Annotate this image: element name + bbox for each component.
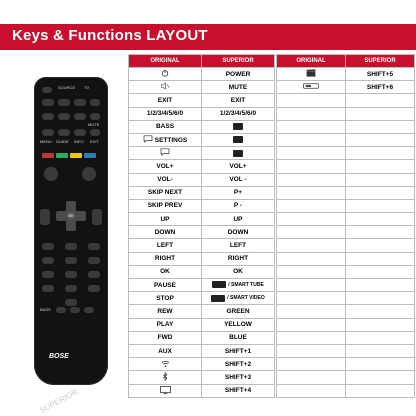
remote-label: GUIDE — [56, 139, 69, 144]
original-key-cell — [277, 173, 346, 186]
superior-key-cell — [346, 120, 415, 133]
table-row-empty — [277, 120, 415, 133]
superior-key-cell — [346, 173, 415, 186]
superior-key-cell: VOL - — [202, 173, 275, 186]
table-row — [129, 239, 275, 252]
remote-label: SOURCE — [58, 85, 76, 90]
remote-label: BASS — [40, 307, 51, 312]
yellow-key-graphic — [70, 153, 82, 158]
superior-key-cell — [346, 384, 415, 397]
remote-label: EXIT — [90, 139, 99, 144]
original-key-cell — [277, 279, 346, 292]
superior-key-cell: BLUE — [202, 331, 275, 344]
original-key-cell: UP — [129, 213, 202, 226]
button-graphic — [88, 271, 100, 278]
button-graphic — [58, 113, 70, 120]
original-key-cell: SKIP NEXT — [129, 186, 202, 199]
table-row — [129, 331, 275, 344]
superior-key-cell: SHIFT+6 — [346, 81, 415, 94]
table-row-empty — [277, 239, 415, 252]
table-row — [129, 186, 275, 199]
button-graphic — [65, 299, 77, 306]
table-row-empty — [277, 199, 415, 212]
button-graphic — [65, 257, 77, 264]
column-header-superior: SUPERIOR — [202, 55, 275, 68]
superior-key-cell — [202, 133, 275, 146]
watermark: SUPERIOR — [38, 387, 80, 415]
table-row — [129, 252, 275, 265]
superior-key-cell — [346, 147, 415, 160]
superior-key-cell: EXIT — [202, 94, 275, 107]
button-graphic — [74, 113, 86, 120]
original-key-cell: SKIP PREV — [129, 199, 202, 212]
button-graphic — [42, 99, 54, 106]
remote-label: TV — [84, 85, 90, 90]
button-graphic — [90, 113, 100, 120]
page-title: Keys & Functions LAYOUT — [12, 27, 208, 44]
original-key-cell — [277, 384, 346, 397]
original-key-cell — [129, 81, 202, 94]
table-row — [129, 318, 275, 331]
wifi-icon — [161, 359, 170, 370]
button-graphic — [65, 285, 77, 292]
header-banner — [0, 24, 416, 50]
remote-label: INFO — [74, 139, 84, 144]
button-graphic — [58, 129, 70, 136]
original-key-cell: BASS — [129, 120, 202, 133]
superior-key-cell — [346, 226, 415, 239]
table-row — [129, 358, 275, 371]
speech-bubble-icon — [160, 148, 170, 158]
green-key-graphic — [56, 153, 68, 158]
superior-key-cell — [346, 133, 415, 146]
button-graphic — [90, 129, 100, 136]
original-key-cell — [277, 344, 346, 357]
button-graphic — [84, 307, 94, 313]
table-row — [129, 305, 275, 318]
original-key-cell — [277, 120, 346, 133]
button-graphic — [74, 129, 86, 136]
table-row — [129, 120, 275, 133]
superior-key-cell: SHIFT+1 — [202, 344, 275, 357]
table-row-empty — [277, 371, 415, 384]
speech-bubble-icon — [143, 135, 153, 145]
original-key-cell — [129, 358, 202, 371]
mute-icon — [161, 82, 170, 92]
superior-key-cell: POWER — [202, 68, 275, 81]
button-graphic — [58, 99, 70, 106]
superior-key-cell: GREEN — [202, 305, 275, 318]
power-icon — [161, 69, 169, 79]
original-key-cell: 1/2/3/4/5/6/0 — [129, 107, 202, 120]
button-graphic — [42, 285, 54, 292]
original-key-cell — [277, 81, 346, 94]
key-icon — [212, 281, 226, 288]
table-row — [129, 371, 275, 384]
button-graphic — [42, 113, 54, 120]
table-header-row — [129, 55, 275, 68]
column-header-superior: SUPERIOR — [346, 55, 415, 68]
original-key-cell — [277, 186, 346, 199]
button-graphic — [74, 99, 86, 106]
table-row-empty — [277, 305, 415, 318]
key-icon — [233, 123, 243, 130]
power-button-graphic — [42, 87, 52, 93]
table-row — [129, 292, 275, 305]
button-graphic — [56, 307, 66, 313]
key-icon — [211, 295, 225, 302]
original-key-cell — [277, 94, 346, 107]
button-graphic — [42, 257, 54, 264]
original-key-cell — [277, 371, 346, 384]
original-key-cell: FWD — [129, 331, 202, 344]
table-row-empty — [277, 292, 415, 305]
remote-icon — [303, 83, 319, 91]
superior-key-cell — [202, 120, 275, 133]
superior-key-cell: SHIFT+4 — [202, 384, 275, 397]
table-row-empty — [277, 331, 415, 344]
original-key-cell — [277, 226, 346, 239]
original-key-cell: RIGHT — [129, 252, 202, 265]
superior-key-cell: VOL+ — [202, 160, 275, 173]
superior-key-cell — [346, 252, 415, 265]
original-key-cell — [277, 239, 346, 252]
superior-key-cell: P - — [202, 199, 275, 212]
table-row-empty — [277, 358, 415, 371]
table-row — [277, 81, 415, 94]
table-row — [129, 81, 275, 94]
superior-key-cell — [346, 160, 415, 173]
button-graphic — [40, 209, 50, 225]
superior-key-cell: 1/2/3/4/5/6/0 — [202, 107, 275, 120]
superior-key-cell: UP — [202, 213, 275, 226]
original-key-cell: PAUSE — [129, 279, 202, 292]
table-row — [129, 279, 275, 292]
original-key-cell: DOWN — [129, 226, 202, 239]
table-row — [129, 199, 275, 212]
key-icon — [233, 136, 243, 143]
original-key-cell — [277, 213, 346, 226]
table-row-empty — [277, 213, 415, 226]
button-graphic — [92, 209, 102, 225]
table-row-empty — [277, 186, 415, 199]
superior-key-cell — [346, 292, 415, 305]
original-key-cell: VOL+ — [129, 160, 202, 173]
table-row-empty — [277, 252, 415, 265]
original-key-cell — [129, 147, 202, 160]
column-header-original: ORIGINAL — [129, 55, 202, 68]
superior-key-cell — [346, 331, 415, 344]
table-row — [129, 94, 275, 107]
table-row-empty — [277, 133, 415, 146]
table-row-empty — [277, 279, 415, 292]
superior-key-cell: YELLOW — [202, 318, 275, 331]
cell-text: / SMART VIDEO — [227, 295, 265, 302]
superior-key-cell — [346, 279, 415, 292]
superior-key-cell: SHIFT+3 — [202, 371, 275, 384]
button-graphic — [88, 243, 100, 250]
tv-icon — [160, 386, 171, 396]
superior-key-cell — [346, 199, 415, 212]
remote-label: MUTE — [88, 122, 100, 127]
superior-key-cell — [346, 239, 415, 252]
superior-key-cell: RIGHT — [202, 252, 275, 265]
superior-key-cell: OK — [202, 265, 275, 278]
table-row — [129, 265, 275, 278]
blue-key-graphic — [84, 153, 96, 158]
remote-control-image — [34, 77, 108, 415]
superior-key-cell: P+ — [202, 186, 275, 199]
original-key-cell — [277, 199, 346, 212]
cell-text: / SMART TUBE — [228, 282, 264, 289]
superior-key-cell — [346, 213, 415, 226]
table-row — [277, 68, 415, 81]
remote-label: MENU — [40, 139, 52, 144]
superior-key-cell: DOWN — [202, 226, 275, 239]
column-header-original: ORIGINAL — [277, 55, 346, 68]
table-header-row — [277, 55, 415, 68]
original-key-cell — [277, 305, 346, 318]
superior-key-cell: SHIFT+5 — [346, 68, 415, 81]
table-row-empty — [277, 173, 415, 186]
original-key-cell — [277, 252, 346, 265]
table-row-empty — [277, 265, 415, 278]
left-mapping-table — [128, 54, 275, 398]
original-key-cell — [277, 318, 346, 331]
red-key-graphic — [42, 153, 54, 158]
table-row — [129, 344, 275, 357]
original-key-cell — [277, 265, 346, 278]
original-key-cell: PLAY — [129, 318, 202, 331]
original-key-cell — [277, 358, 346, 371]
superior-key-cell — [202, 147, 275, 160]
table-row-empty — [277, 160, 415, 173]
table-row — [129, 384, 275, 397]
superior-key-cell — [346, 358, 415, 371]
button-graphic — [42, 243, 54, 250]
superior-key-cell — [346, 305, 415, 318]
remote-label: OK — [68, 213, 74, 218]
button-graphic — [42, 129, 54, 136]
button-graphic — [44, 167, 58, 181]
original-key-cell — [129, 384, 202, 397]
original-key-cell: OK — [129, 265, 202, 278]
original-key-cell — [129, 371, 202, 384]
superior-key-cell: SHIFT+2 — [202, 358, 275, 371]
original-key-cell — [129, 68, 202, 81]
table-row — [129, 147, 275, 160]
original-key-cell — [277, 331, 346, 344]
table-row-empty — [277, 384, 415, 397]
table-row-empty — [277, 94, 415, 107]
superior-key-cell — [346, 186, 415, 199]
clapperboard-icon — [306, 69, 316, 79]
table-row-empty — [277, 147, 415, 160]
button-graphic — [65, 271, 77, 278]
bluetooth-icon — [162, 372, 169, 383]
button-graphic — [70, 307, 80, 313]
superior-key-cell: LEFT — [202, 239, 275, 252]
original-key-cell — [129, 133, 202, 146]
superior-key-cell — [202, 279, 275, 292]
button-graphic — [82, 167, 96, 181]
table-row — [129, 213, 275, 226]
right-mapping-table — [276, 54, 415, 398]
remote-brand-logo: BOSE — [49, 353, 69, 360]
table-row — [129, 173, 275, 186]
table-row — [129, 160, 275, 173]
superior-key-cell — [346, 318, 415, 331]
original-key-cell: EXIT — [129, 94, 202, 107]
original-key-cell: STOP — [129, 292, 202, 305]
original-key-cell — [277, 133, 346, 146]
button-graphic — [88, 257, 100, 264]
original-key-cell — [277, 68, 346, 81]
superior-key-cell — [346, 107, 415, 120]
table-row — [129, 68, 275, 81]
superior-key-cell — [346, 94, 415, 107]
original-key-cell — [277, 160, 346, 173]
original-key-cell — [277, 107, 346, 120]
original-key-cell: LEFT — [129, 239, 202, 252]
button-graphic — [90, 99, 100, 106]
table-row — [129, 107, 275, 120]
table-row — [129, 133, 275, 146]
button-graphic — [65, 243, 77, 250]
button-graphic — [42, 271, 54, 278]
table-row-empty — [277, 318, 415, 331]
original-key-cell — [277, 292, 346, 305]
original-key-cell — [277, 147, 346, 160]
original-key-cell: AUX — [129, 344, 202, 357]
superior-key-cell — [346, 371, 415, 384]
table-row — [129, 226, 275, 239]
original-key-cell: REW — [129, 305, 202, 318]
table-row-empty — [277, 226, 415, 239]
superior-key-cell: MUTE — [202, 81, 275, 94]
table-row-empty — [277, 107, 415, 120]
superior-key-cell — [202, 292, 275, 305]
original-key-cell: VOL- — [129, 173, 202, 186]
table-row-empty — [277, 344, 415, 357]
cell-text: SETTINGS — [154, 136, 188, 144]
superior-key-cell — [346, 344, 415, 357]
button-graphic — [88, 285, 100, 292]
superior-key-cell — [346, 265, 415, 278]
key-icon — [233, 150, 243, 157]
